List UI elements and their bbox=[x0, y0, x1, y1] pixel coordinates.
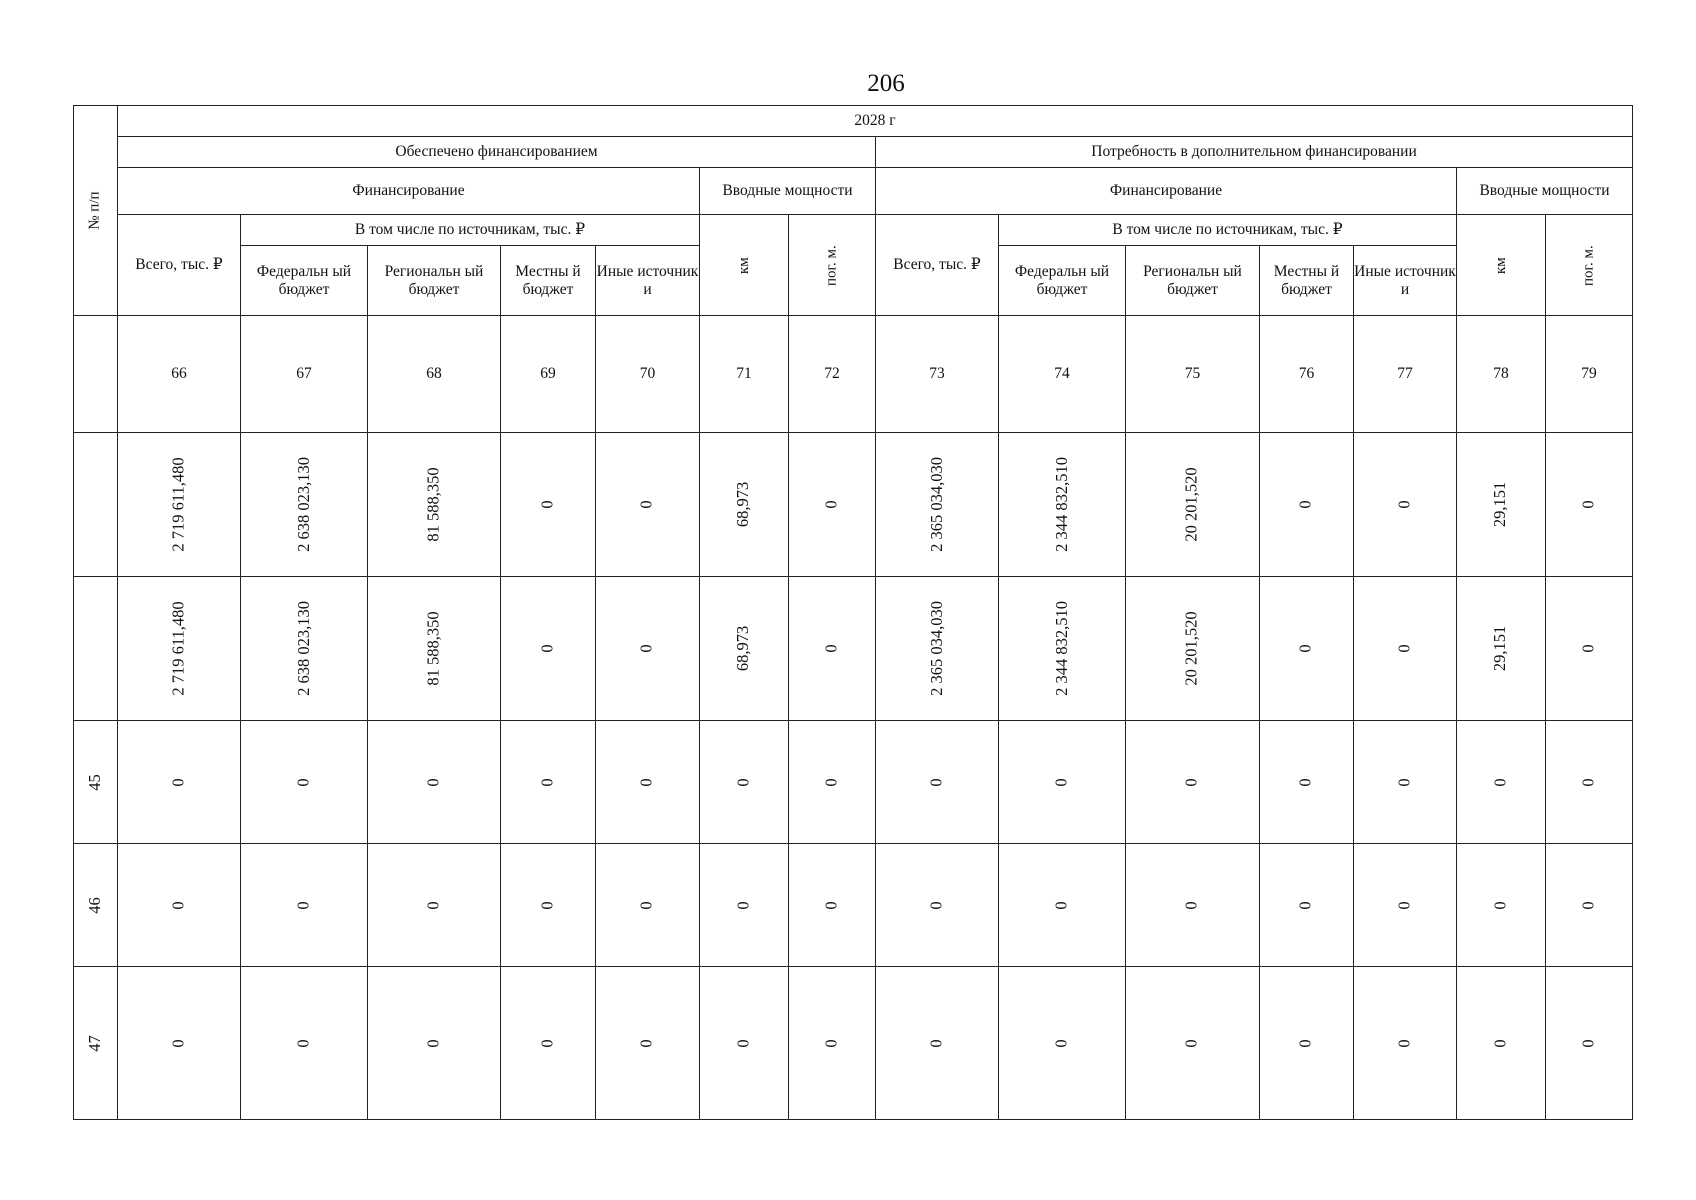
funded-pogm-header: пог. м. bbox=[789, 215, 876, 316]
table-cell: 68,973 bbox=[700, 577, 789, 721]
table-cell: 0 bbox=[118, 844, 241, 967]
funded-total-header: Всего, тыс. ₽ bbox=[118, 215, 241, 316]
table-cell: 0 bbox=[700, 721, 789, 844]
table-cell: 0 bbox=[789, 433, 876, 577]
table-cell: 0 bbox=[596, 577, 700, 721]
table-cell: 0 bbox=[1546, 721, 1633, 844]
column-number-blank bbox=[74, 316, 118, 433]
table-cell: 0 bbox=[596, 721, 700, 844]
row-number: 46 bbox=[74, 844, 118, 967]
table-cell: 0 bbox=[999, 721, 1126, 844]
page-number: 206 bbox=[867, 70, 905, 97]
table-cell: 0 bbox=[876, 967, 999, 1120]
table-cell: 0 bbox=[118, 967, 241, 1120]
table-cell: 0 bbox=[1354, 967, 1457, 1120]
table-cell: 0 bbox=[1457, 844, 1546, 967]
table-row bbox=[74, 433, 1633, 577]
table-cell: 81 588,350 bbox=[368, 433, 501, 577]
table-cell: 0 bbox=[1354, 844, 1457, 967]
table-cell: 2 719 611,480 bbox=[118, 577, 241, 721]
table-cell: 0 bbox=[1126, 844, 1260, 967]
funded-other-header: Иные источник и bbox=[596, 246, 700, 316]
table-cell: 29,151 bbox=[1457, 433, 1546, 577]
table-cell: 0 bbox=[876, 844, 999, 967]
table-cell: 0 bbox=[241, 967, 368, 1120]
need-capacity-header: Вводные мощности bbox=[1457, 168, 1633, 215]
column-number: 68 bbox=[368, 316, 501, 433]
column-number: 76 bbox=[1260, 316, 1354, 433]
table-cell: 0 bbox=[789, 721, 876, 844]
table-cell: 0 bbox=[1354, 433, 1457, 577]
table-cell: 0 bbox=[1260, 967, 1354, 1120]
column-number: 66 bbox=[118, 316, 241, 433]
table-cell: 0 bbox=[1546, 433, 1633, 577]
table-cell: 0 bbox=[999, 967, 1126, 1120]
need-sources-header: В том числе по источникам, тыс. ₽ bbox=[999, 215, 1457, 246]
table-cell: 2 719 611,480 bbox=[118, 433, 241, 577]
column-number: 77 bbox=[1354, 316, 1457, 433]
table-cell: 0 bbox=[1546, 577, 1633, 721]
column-number: 71 bbox=[700, 316, 789, 433]
table-cell: 0 bbox=[1354, 577, 1457, 721]
table-cell: 0 bbox=[876, 721, 999, 844]
funded-header: Обеспечено финансированием bbox=[118, 137, 876, 168]
need-financing-header: Финансирование bbox=[876, 168, 1457, 215]
table-cell: 0 bbox=[1546, 844, 1633, 967]
column-number: 74 bbox=[999, 316, 1126, 433]
table-cell: 0 bbox=[368, 967, 501, 1120]
table-row bbox=[74, 721, 1633, 844]
table-cell: 20 201,520 bbox=[1126, 433, 1260, 577]
need-km-header: км bbox=[1457, 215, 1546, 316]
table-cell: 0 bbox=[368, 721, 501, 844]
table-cell: 0 bbox=[1457, 721, 1546, 844]
table-cell: 20 201,520 bbox=[1126, 577, 1260, 721]
table-cell: 0 bbox=[241, 721, 368, 844]
table-row bbox=[74, 844, 1633, 967]
need-local-header: Местны й бюджет bbox=[1260, 246, 1354, 316]
table-cell: 0 bbox=[501, 433, 596, 577]
table-cell: 0 bbox=[789, 844, 876, 967]
table-cell: 0 bbox=[1354, 721, 1457, 844]
table-cell: 0 bbox=[1260, 433, 1354, 577]
header-row-subgroups bbox=[74, 168, 1633, 215]
table-cell: 0 bbox=[118, 721, 241, 844]
column-number: 79 bbox=[1546, 316, 1633, 433]
table-cell: 29,151 bbox=[1457, 577, 1546, 721]
table-cell: 2 344 832,510 bbox=[999, 433, 1126, 577]
column-number: 69 bbox=[501, 316, 596, 433]
header-row-year bbox=[74, 106, 1633, 137]
table-cell: 0 bbox=[241, 844, 368, 967]
funded-capacity-header: Вводные мощности bbox=[700, 168, 876, 215]
funded-federal-header: Федеральн ый бюджет bbox=[241, 246, 368, 316]
column-number: 72 bbox=[789, 316, 876, 433]
funded-financing-header: Финансирование bbox=[118, 168, 700, 215]
funded-km-header: км bbox=[700, 215, 789, 316]
table-cell: 81 588,350 bbox=[368, 577, 501, 721]
header-row-sources bbox=[74, 215, 1633, 246]
funded-sources-header: В том числе по источникам, тыс. ₽ bbox=[241, 215, 700, 246]
table-cell: 0 bbox=[1546, 967, 1633, 1120]
financing-table bbox=[73, 105, 1633, 1120]
column-number: 70 bbox=[596, 316, 700, 433]
header-row-groups bbox=[74, 137, 1633, 168]
table-cell: 0 bbox=[501, 721, 596, 844]
need-federal-header: Федеральн ый бюджет bbox=[999, 246, 1126, 316]
row-number: 47 bbox=[74, 967, 118, 1120]
table-cell: 0 bbox=[1260, 844, 1354, 967]
table-cell: 2 365 034,030 bbox=[876, 433, 999, 577]
table-cell: 0 bbox=[501, 844, 596, 967]
table-cell: 0 bbox=[1260, 577, 1354, 721]
table-cell: 0 bbox=[1457, 967, 1546, 1120]
funded-regional-header: Региональн ый бюджет bbox=[368, 246, 501, 316]
table-row bbox=[74, 967, 1633, 1120]
row-number-header: № п/п bbox=[74, 106, 118, 316]
year-header: 2028 г bbox=[118, 106, 1633, 137]
table-cell: 0 bbox=[501, 577, 596, 721]
table-cell: 0 bbox=[501, 967, 596, 1120]
funded-local-header: Местны й бюджет bbox=[501, 246, 596, 316]
table-cell: 2 344 832,510 bbox=[999, 577, 1126, 721]
column-number: 73 bbox=[876, 316, 999, 433]
column-number: 78 bbox=[1457, 316, 1546, 433]
row-number: 45 bbox=[74, 721, 118, 844]
table-cell: 2 638 023,130 bbox=[241, 577, 368, 721]
table-cell: 0 bbox=[700, 844, 789, 967]
table-cell: 0 bbox=[1126, 721, 1260, 844]
table-cell: 0 bbox=[596, 967, 700, 1120]
table-cell: 0 bbox=[1260, 721, 1354, 844]
table-cell: 68,973 bbox=[700, 433, 789, 577]
table-cell: 0 bbox=[999, 844, 1126, 967]
table-row bbox=[74, 577, 1633, 721]
table-cell: 2 638 023,130 bbox=[241, 433, 368, 577]
table-cell: 0 bbox=[596, 433, 700, 577]
table-cell: 0 bbox=[789, 967, 876, 1120]
table-cell: 0 bbox=[596, 844, 700, 967]
row-number bbox=[74, 577, 118, 721]
need-other-header: Иные источник и bbox=[1354, 246, 1457, 316]
table-cell: 2 365 034,030 bbox=[876, 577, 999, 721]
need-pogm-header: пог. м. bbox=[1546, 215, 1633, 316]
table-cell: 0 bbox=[1126, 967, 1260, 1120]
table-cell: 0 bbox=[368, 844, 501, 967]
table-cell: 0 bbox=[789, 577, 876, 721]
column-number: 75 bbox=[1126, 316, 1260, 433]
need-regional-header: Региональн ый бюджет bbox=[1126, 246, 1260, 316]
need-header: Потребность в дополнительном финансировании bbox=[876, 137, 1633, 168]
column-number: 67 bbox=[241, 316, 368, 433]
column-number-row bbox=[74, 316, 1633, 433]
row-number bbox=[74, 433, 118, 577]
need-total-header: Всего, тыс. ₽ bbox=[876, 215, 999, 316]
table-cell: 0 bbox=[700, 967, 789, 1120]
